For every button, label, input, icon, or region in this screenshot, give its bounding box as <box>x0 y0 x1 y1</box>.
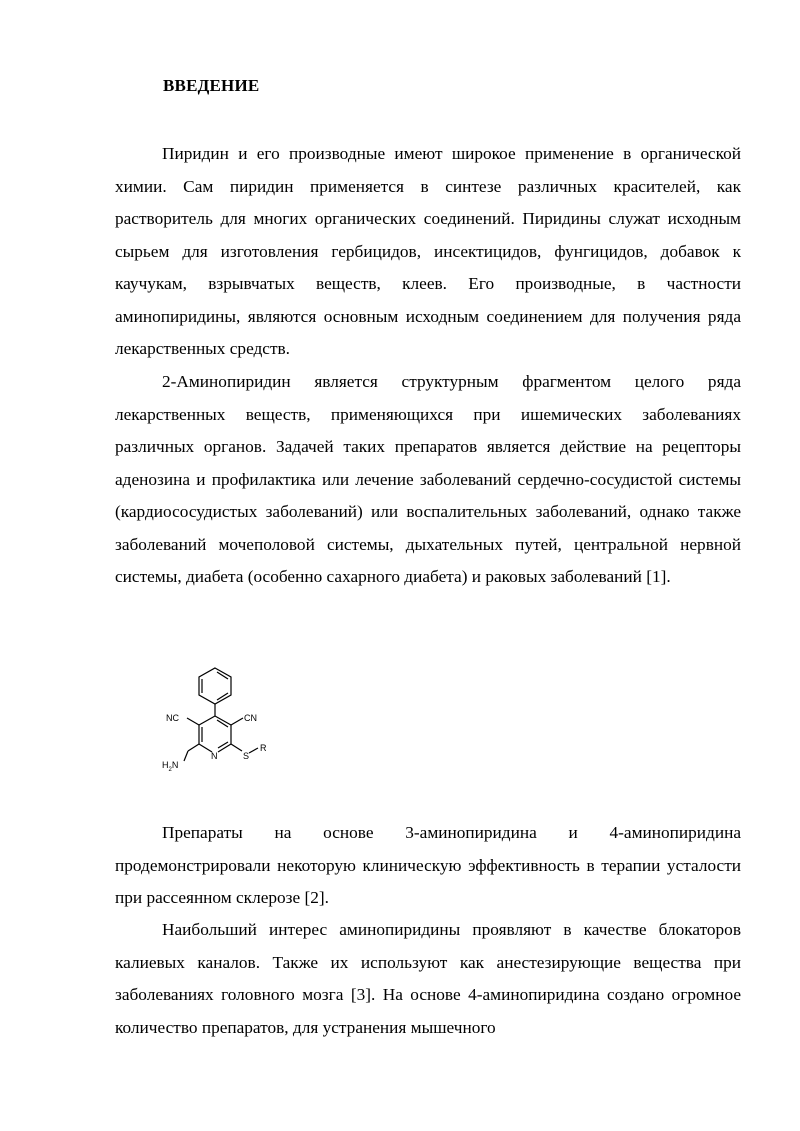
r-group-label: R <box>260 743 267 753</box>
paragraph-pyridine-intro: Пиридин и его производные имеют широкое применение в органической химии. Сам пиридин применяется в синтезе различных красителей, как растворитель для многих органических соединений. Пиридины служат исходным сырьем для изготовления гербицидов, инсектицидов, фунгицидов, добавок к каучукам, взрывчатых веществ, клеев. Его производные, в частности аминопиридины, являются основным исходным соединением для получения ряда лекарственных средств. <box>115 144 741 358</box>
paragraph-potassium-channel: Наибольший интерес аминопиридины проявляют в качестве блокаторов калиевых каналов. Также их используют как анестезирующие вещества при заболеваниях головного мозга [3]. На основе 4-аминопиридина создано огромное количество препаратов, для устранения мышечного <box>115 920 741 1037</box>
amino-group-label <box>162 760 178 773</box>
amino-bond <box>184 751 188 761</box>
chemical-structure-figure <box>150 660 280 780</box>
paragraph-2-aminopyridine: 2-Аминопиридин является структурным фрагментом целого ряда лекарственных веществ, применяющихся при ишемических заболеваниях различных органов. Задачей таких препаратов является действие на рецепторы аденозина и профилактика или лечение заболеваний сердечно-сосудистой системы (кардиососудистых заболеваний) или воспалительных заболеваний, однако также заболеваний мочеполовой системы, дыхательных путей, центральной нервной системы, диабета (особенно сахарного диабета) и раковых заболеваний [1]. <box>115 372 741 586</box>
phenyl-ring <box>199 668 231 716</box>
paragraph-3-4-aminopyridine: Препараты на основе 3-аминопиридина и 4-аминопиридина продемонстрировали некоторую клиническую эффективность в терапии усталости при рассеянном склерозе [2]. <box>115 823 741 907</box>
cn-label-right: CN <box>244 713 257 723</box>
section-heading: ВВЕДЕНИЕ <box>163 76 260 95</box>
ring-nitrogen-label: N <box>211 751 218 761</box>
amino-h: H <box>162 760 169 770</box>
amino-n: N <box>171 760 179 770</box>
amino-subscript: 2 <box>168 767 172 773</box>
nc-label-left: NC <box>166 713 179 723</box>
chemical-structure-svg <box>150 660 280 780</box>
sulfur-label: S <box>243 751 250 761</box>
